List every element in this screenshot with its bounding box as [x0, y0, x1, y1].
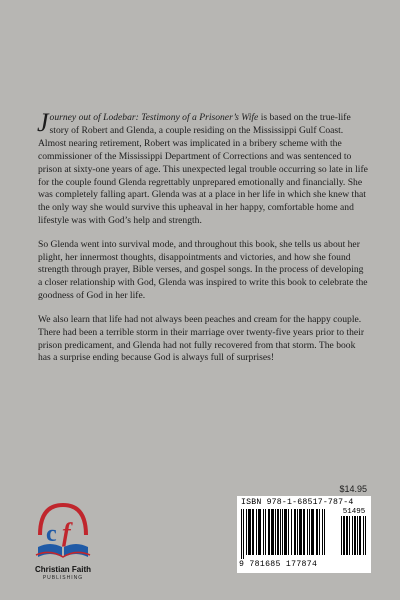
- publisher-name: Christian Faith: [34, 565, 91, 574]
- blurb-paragraph-1-text: is based on the true-life story of Robert and Glenda, a couple residing on the Mississippi Gulf Coast. Almost nearing retirement, Robert was implicated in a bribery scheme with the commissioner of the Mississippi Department of Corrections and was sentenced to prison at sixty-one years of age. This unexpected legal trouble occurring so late in life for the couple found Glenda regrettably unprepared emotionally and financially. She was completely falling apart. Glenda was at a place in her life in which she knew that the only way she would survive this upheaval in her happy, comfortable home and lifestyle was with God’s help and strength.: [38, 112, 368, 227]
- blurb-paragraph-3: We also learn that life had not always been peaches and cream for the happy couple. There had been a terrible storm in their marriage over twenty-five years prior to their prison predicament, and Glenda had not fully recovered from that storm. The book has a surprise ending because God is always full of surprises!: [38, 313, 365, 364]
- price-label: $14.95: [339, 484, 367, 494]
- svg-text:f: f: [62, 518, 71, 547]
- blurb-paragraph-2: So Glenda went into survival mode, and throughout this book, she tells us about her plight, her innermost thoughts, disappointments and victories, and how she found strength through prayer, Bible verses, and gospel songs. In the process of developing a closer relationship with God, Glenda was inspired to write this book to celebrate the goodness of God in her life.: [38, 238, 368, 302]
- svg-text:c: c: [46, 521, 57, 547]
- addon-barcode-bars: [341, 516, 367, 559]
- price-addon-number: 51495: [342, 508, 366, 516]
- blurb-paragraph-1: [37, 108, 368, 228]
- isbn-barcode: [237, 496, 371, 573]
- publisher-subtitle: PUBLISHING: [42, 575, 84, 581]
- ean-barcode-bars: [241, 509, 337, 559]
- back-cover-blurb: [37, 108, 368, 376]
- ean-digits: 9 781685 177874: [239, 560, 318, 569]
- isbn-number: ISBN 978-1-68517-787-4: [241, 498, 354, 507]
- book-title-italic: ourney out of Lodebar: Testimony of a Prisoner’s Wife: [49, 112, 259, 123]
- drop-cap: J: [37, 108, 49, 137]
